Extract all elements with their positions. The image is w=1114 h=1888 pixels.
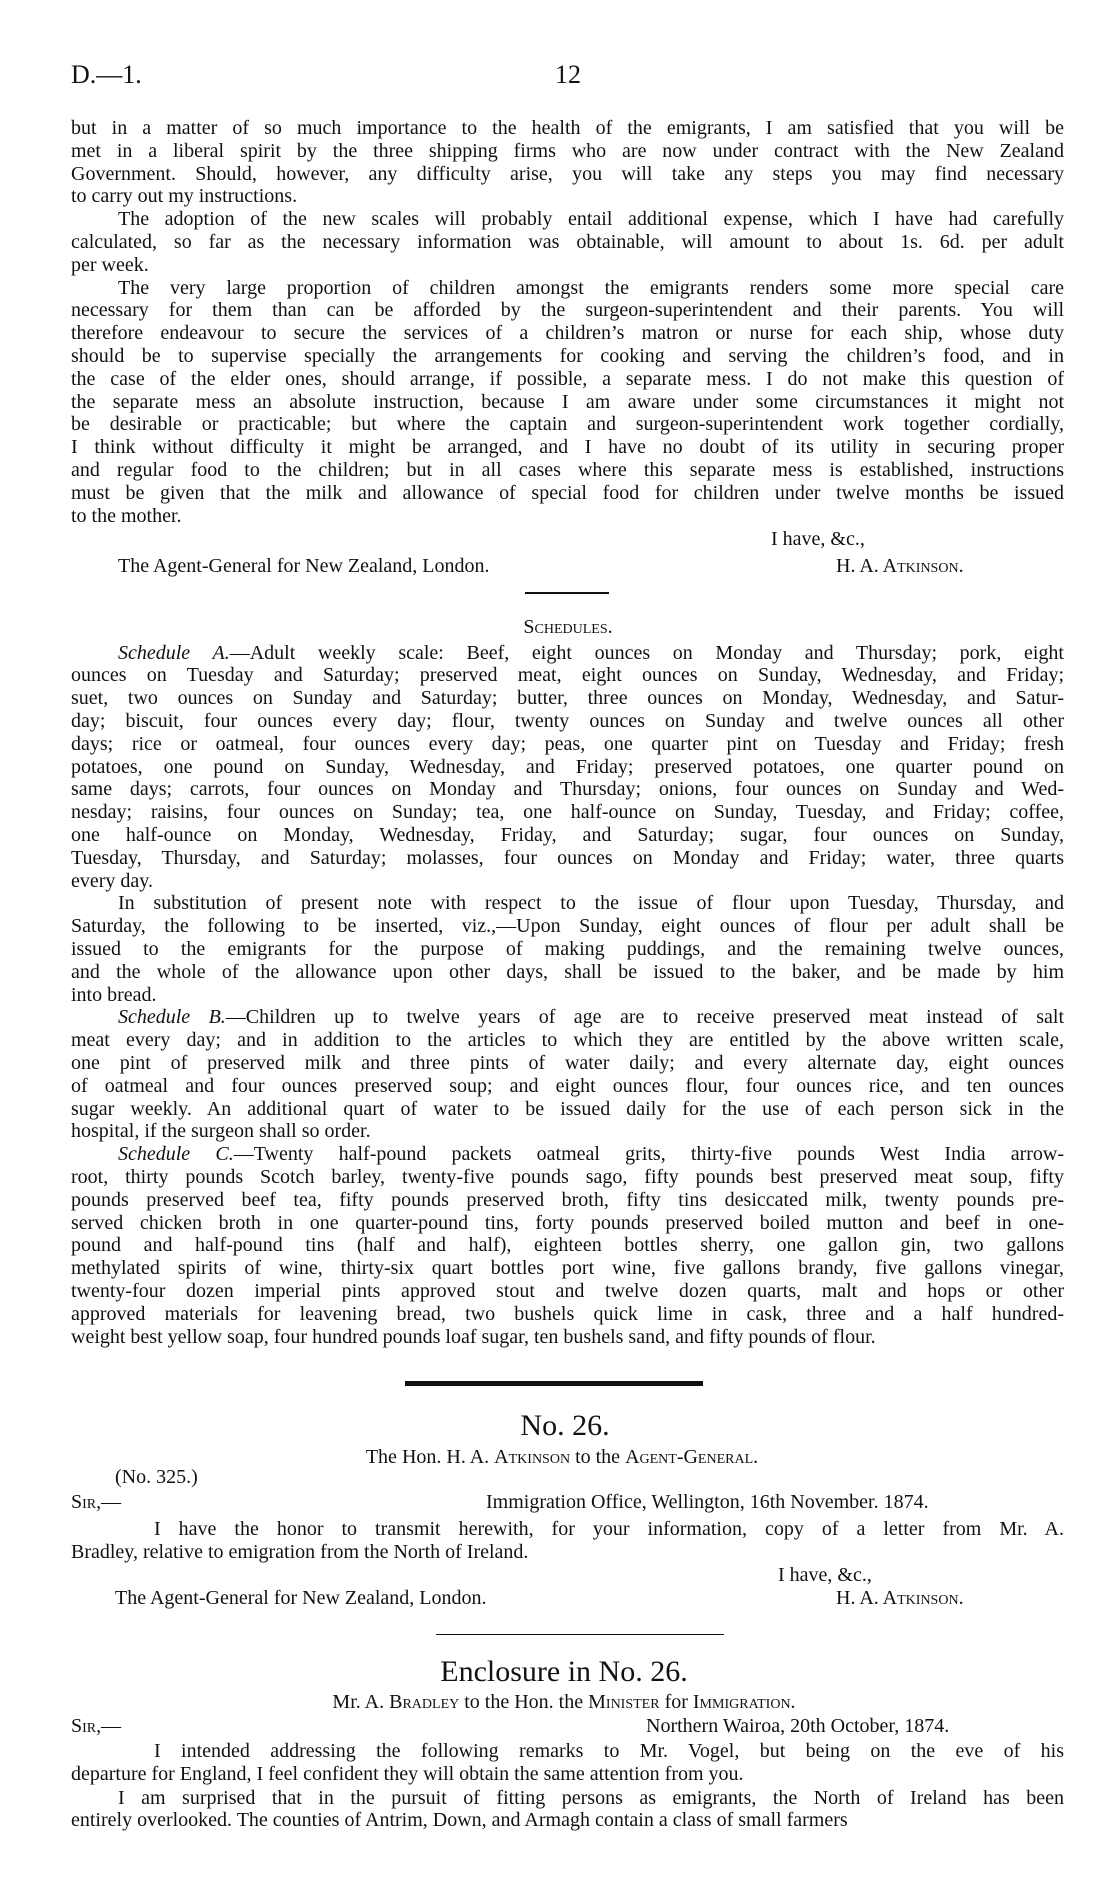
text-line: I have the honor to transmit herewith, for your information, copy of a letter from Mr. A.: [154, 1518, 1064, 1540]
place-date: Northern Wairoa, 20th October, 1874.: [646, 1715, 950, 1737]
text-line: In substitution of present note with respect to the issue of flour upon Tuesday, Thursday, and: [118, 892, 1064, 915]
text-line: same days; carrots, four ounces on Monday and Thursday; onions, four ounces on Sunday and Wed-: [71, 778, 1064, 801]
text-line: should be to supervise specially the arrangements for cooking and serving the children’s food, and in: [71, 344, 1064, 367]
thick-divider: [405, 1381, 703, 1386]
text-line: to carry out my instructions.: [71, 185, 298, 208]
schedule-label: Schedule A.: [118, 641, 230, 664]
text-line: entirely overlooked. The counties of Antrim, Down, and Armagh contain a class of small farmers: [71, 1809, 848, 1832]
schedules-body: [71, 642, 1064, 1349]
letter-ref: (No. 325.): [115, 1466, 198, 1488]
salutation: Sir,—: [71, 1715, 122, 1737]
text-line: days; rice or oatmeal, four ounces every day; peas, one quarter pint on Tuesday and Friday; fresh: [71, 732, 1064, 755]
text-line: root, thirty pounds Scotch barley, twenty-five pounds sago, fifty pounds best preserved meat soup, fifty: [71, 1165, 1064, 1188]
text-line: hospital, if the surgeon shall so order.: [71, 1120, 371, 1143]
text-line: twenty-four dozen imperial pints approved stout and twelve dozen quarts, malt and hops or other: [71, 1279, 1064, 1302]
text-line: met in a liberal spirit by the three shipping firms who are now under contract with the New Zealand: [71, 139, 1064, 162]
text-line: weight best yellow soap, four hundred pounds loaf sugar, ten bushels sand, and fifty pounds of flour.: [71, 1325, 876, 1348]
text-line: one half-ounce on Monday, Wednesday, Friday, and Saturday; sugar, four ounces on Sunday,: [71, 823, 1064, 846]
text-line: must be given that the milk and allowance of special food for children under twelve months be issued: [71, 481, 1064, 504]
text-line: calculated, so far as the necessary information was obtainable, will amount to about 1s. 6d. per adult: [71, 230, 1064, 253]
signature: H. A. Atkinson.: [836, 1587, 964, 1609]
text-line: I think without difficulty it might be arranged, and I have no doubt of its utility in securing proper: [71, 436, 1064, 459]
text-line: but in a matter of so much importance to the health of the emigrants, I am satisfied that you will be: [71, 117, 1064, 139]
text-line: pound and half-pound tins (half and half), eighteen bottles sherry, one gallon gin, two gallons: [71, 1234, 1064, 1257]
signature: H. A. Atkinson.: [836, 555, 964, 577]
section-divider: [525, 592, 609, 594]
text-line: every day.: [71, 869, 153, 892]
schedule-label: Schedule B.: [118, 1006, 226, 1029]
text-line: therefore endeavour to secure the services of a children’s matron or nurse for each ship, whose duty: [71, 322, 1064, 345]
text-line: be desirable or practicable; but where the captain and surgeon-superintendent work together cordially,: [71, 413, 1064, 436]
text-line: Schedule A.—Adult weekly scale: Beef, eight ounces on Monday and Thursday; pork, eight: [118, 641, 1064, 664]
text-line: sugar weekly. An additional quart of water to be issued daily for the use of each person sick in the: [71, 1097, 1064, 1120]
text-line: into bread.: [71, 983, 157, 1006]
text-line: and the whole of the allowance upon other days, shall be issued to the baker, and be made by him: [71, 960, 1064, 983]
text-line: per week.: [71, 253, 149, 276]
text-line: of oatmeal and four ounces preserved soup; and eight ounces flour, four ounces rice, and ten ounces: [71, 1074, 1064, 1097]
schedules-heading: Schedules.: [523, 616, 613, 638]
section-divider: [436, 1634, 724, 1635]
text-line: Schedule B.—Children up to twelve years of age are to receive preserved meat instead of salt: [118, 1006, 1064, 1029]
text-line: I intended addressing the following remarks to Mr. Vogel, but being on the eve of his: [154, 1740, 1064, 1762]
text-line: departure for England, I feel confident they will obtain the same attention from you.: [71, 1762, 744, 1785]
addressee: The Agent-General for New Zealand, London.: [118, 555, 490, 577]
text-line: the separate mess an absolute instruction, because I am aware under some circumstances it might not: [71, 390, 1064, 413]
letter-body: [71, 117, 1064, 527]
schedule-label: Schedule C.: [118, 1143, 234, 1166]
enclosure-subtitle: Mr. A. Bradley to the Hon. the Minister for Immigration.: [332, 1691, 796, 1713]
text-line: to the mother.: [71, 504, 182, 527]
text-line: Bradley, relative to emigration from the North of Ireland.: [71, 1540, 529, 1563]
text-line: served chicken broth in one quarter-pound tins, forty pounds preserved boiled mutton and beef in one-: [71, 1211, 1064, 1234]
document-reference: D.—1.: [71, 60, 142, 89]
text-line: issued to the emigrants for the purpose of making puddings, and the remaining twelve ounces,: [71, 937, 1064, 960]
closing-greeting: I have, &c.,: [778, 1564, 872, 1586]
text-line: The very large proportion of children amongst the emigrants renders some more special care: [118, 276, 1064, 299]
text-line: nesday; raisins, four ounces on Sunday; tea, one half-ounce on Sunday, Tuesday, and Friday; coffee,: [71, 801, 1064, 824]
salutation: Sir,—: [71, 1491, 122, 1513]
text-line: The adoption of the new scales will probably entail additional expense, which I have had carefully: [118, 208, 1064, 231]
enclosure-title: Enclosure in No. 26.: [440, 1655, 688, 1688]
letter-number: No. 26.: [520, 1409, 610, 1442]
text-line: Government. Should, however, any difficulty arise, you will take any steps you may find necessary: [71, 162, 1064, 185]
text-line: necessary for them than can be afforded by the surgeon-superintendent and their parents. You will: [71, 299, 1064, 322]
enclosure-paragraph: [71, 1787, 1064, 1833]
text-line: suet, two ounces on Sunday and Saturday; butter, three ounces on Monday, Wednesday, and Satur-: [71, 687, 1064, 710]
text-line: Schedule C.—Twenty half-pound packets oatmeal grits, thirty-five pounds West India arrow-: [118, 1143, 1065, 1166]
text-line: methylated spirits of wine, thirty-six quart bottles port wine, five gallons brandy, five gallons vinegar,: [71, 1257, 1064, 1280]
text-line: day; biscuit, four ounces every day; flour, twenty ounces on Sunday and twelve ounces all other: [71, 709, 1064, 732]
text-line: approved materials for leavening bread, two bushels quick lime in cask, three and a half hundred-: [71, 1302, 1064, 1325]
text-line: pounds preserved beef tea, fifty pounds preserved broth, fifty tins desiccated milk, twenty pounds pre-: [71, 1188, 1064, 1211]
text-line: one pint of preserved milk and three pints of water daily; and every alternate day, eight ounces: [71, 1051, 1064, 1074]
place-date: Immigration Office, Wellington, 16th November. 1874.: [486, 1491, 929, 1513]
text-line: and regular food to the children; but in all cases where this separate mess is established, instructions: [71, 458, 1064, 481]
text-line: Saturday, the following to be inserted, viz.,—Upon Sunday, eight ounces of flour per adult shall be: [71, 915, 1064, 938]
text-line: the case of the elder ones, should arrange, if possible, a separate mess. I do not make this question of: [71, 367, 1064, 390]
addressee: The Agent-General for New Zealand, London.: [115, 1587, 487, 1609]
text-line: Tuesday, Thursday, and Saturday; molasses, four ounces on Monday and Friday; water, three quarts: [71, 846, 1064, 869]
enclosure-paragraph: [71, 1740, 1064, 1786]
text-line: ounces on Tuesday and Saturday; preserved meat, eight ounces on Sunday, Wednesday, and Friday;: [71, 664, 1064, 687]
page-number: 12: [555, 60, 581, 89]
text-line: I am surprised that in the pursuit of fitting persons as emigrants, the North of Ireland has been: [118, 1786, 1064, 1809]
letter-title: The Hon. H. A. Atkinson to the Agent-General.: [365, 1446, 759, 1468]
closing-greeting: I have, &c.,: [771, 528, 865, 550]
text-line: potatoes, one pound on Sunday, Wednesday, and Friday; preserved potatoes, one quarter pound on: [71, 755, 1064, 778]
text-line: meat every day; and in addition to the articles to which they are entitled by the above written scale,: [71, 1029, 1064, 1052]
letter-26-body: [71, 1518, 1064, 1564]
